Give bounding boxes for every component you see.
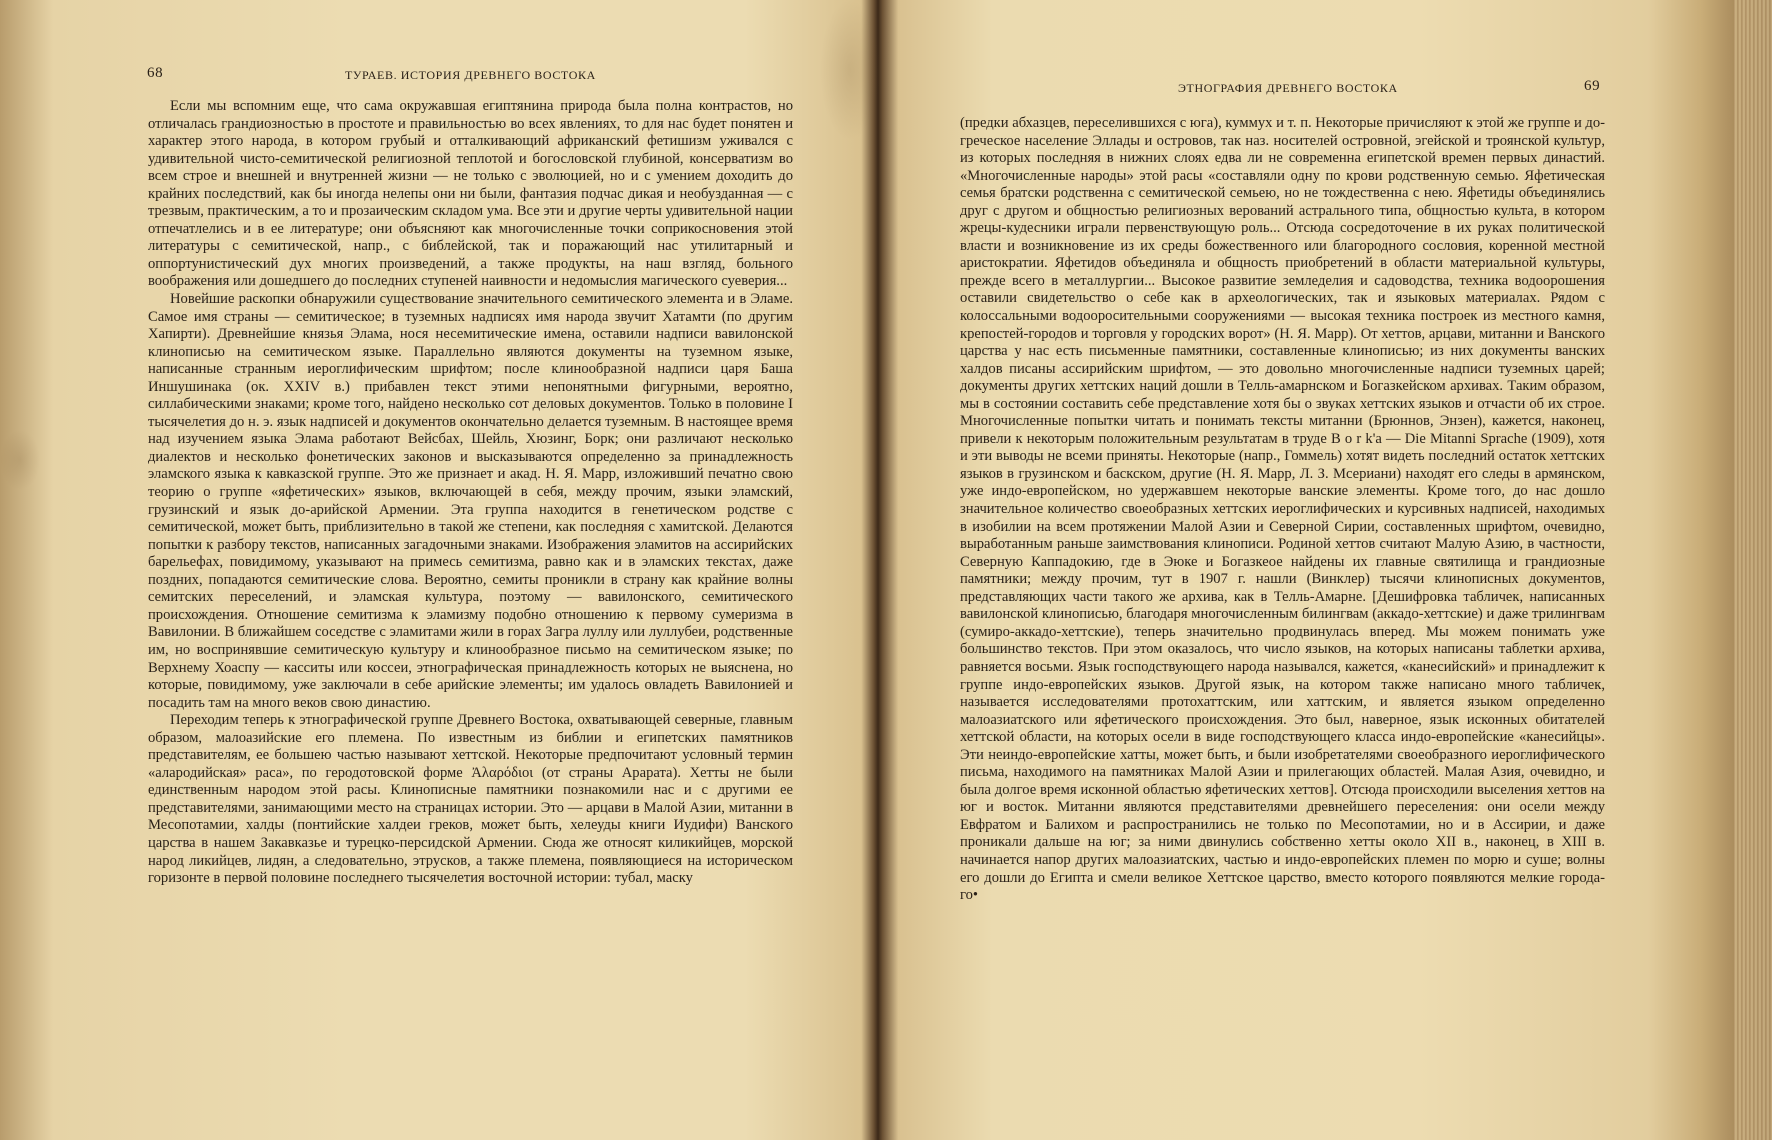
left-paragraph-3: Переходим теперь к этнографической группе Древнего Востока, охватывающей северные, главным образом, малоазийские его племена. По известным из библии и египетских памятников представителям, ее большею частью называют хеттской. Некоторые предпочитают условный термин «алародийская» раса», по геродотовской форме Ἀλαρόδιοι (от страны Арарата). Хетты не были единственным народом этой расы. Клинописные памятники познакомили нас и с другими ее представителями, занимающими место на страницах истории. Это — арцави в Малой Азии, митанни в Месопотамии, халды (понтийские халдеи греков, может быть, хелеуды книги Иудифи) Ванского царства в нашем Закавказье и турецко-персидской Армении. Сюда же относят киликийцев, морской народ ликийцев, лидян, а следовательно, этрусков, а также племена, появляющиеся на историческом горизонте в первой половине последнего тысячелетия восточной истории: тубал, маску (148, 712, 793, 887)
left-running-title: ТУРАЕВ. ИСТОРИЯ ДРЕВНЕГО ВОСТОКА (345, 68, 596, 82)
right-page-number: 69 (1584, 78, 1601, 94)
left-page (0, 0, 866, 1140)
right-paragraph-1: (предки абхазцев, переселившихся с юга), куммух и т. п. Некоторые причисляют к этой же группе и до-греческое население Эллады и островов, так наз. носителей островной, эгейской и троянской культур, из которых последняя в нижних слоях едва ли не современна египетской времен первых династий. «Многочисленные народы» этой расы «составляли одну по крови родственную семью. Яфетическая семья братски родственна с семитической семьею, но не тождественна с нею. Яфетиды объединялись друг с другом и общностью религиозных верований астрального типа, общностью культа, в котором жрецы-кудесники играли первенствующую роль... Отсюда сосредоточение в их руках политической власти и возникновение из их среды божественного или благородного сословия, коренной местной аристократии. Яфетидов объединяла и общность приобретений в области материальной культуры, прежде всего в металлургии... Высокое развитие земледелия и садоводства, техника водоорошения оставили свидетельство о себе как в археологических, так и языковых материалах. Рядом с колоссальными водооросительными сооружениями — высокая техника построек из местного камня, крепостей-городов и торговля у городских ворот» (Н. Я. Марр). От хеттов, арцави, митанни и Ванского царства у нас есть письменные памятники, составленные клинописью; из них документы ванских халдов писаны ассирийским шрифтом, — это довольно многочисленные надписи туземных царей; документы других хеттских наций дошли в Телль-амарнском и Богазкейском архивах. Таким образом, мы в состоянии составить себе представление хотя бы о звуках хеттских языков и отчасти об их строе. Многочисленные попытки читать и понимать тексты митанни (Брюннов, Энзен), кажется, наконец, привели к некоторым положительным результатам в труде B o r k'a — Die Mitanni Sprache (1909), хотя и эти выводы не всеми приняты. Некоторые (напр., Гоммель) хотят видеть последний остаток хеттских языков в грузинском и баскском, другие (Н. Я. Марр, Л. З. Мсериани) находят его следы в армянском, уже индо-европейском, но удержавшем некоторые ванские элементы. Кроме того, до нас дошло значительное количество своеобразных хеттских иероглифических и курсивных надписей, находимых в изобилии на всем протяжении Малой Азии и Северной Сирии, составленных шрифтом, очевидно, выработанным раньше заимствования клинописи. Родиной хеттов считают Малую Азию, в частности, Северную Каппадокию, где в Эюке и Богазкеое найдены их главные святилища и грандиозные памятники; между прочим, тут в 1907 г. нашли (Винклер) тысячи клинописных документов, представляющих части такого же архива, как в Телль-Амарне. [Дешифровка табличек, написанных вавилонской клинописью, благодаря многочисленным билингвам (аккадо-хеттские) и даже трилингвам (сумиро-аккадо-хеттские), теперь значительно продвинулась вперед. Мы можем понимать уже большинство текстов. При этом оказалось, что число языков, на которых написаны таблетки архива, равняется восьми. Язык господствующего народа назывался, кажется, «канесийский» и принадлежит к группе индо-европейских языков. Другой язык, на котором также написано много табличек, называется исследователями протохаттским, или хаттским, и является языком определенно малоазиатского или яфетического происхождения. Это был, наверное, язык исконных обитателей хеттской области, на которых осели в виде господствующего класса индо-европейские «канесийцы». Эти неиндо-европейские хатты, может быть, и были изобретателями своеобразного иероглифического письма, находимого на памятниках Малой Азии и прилегающих областей. Малая Азия, очевидно, и была долгое время исконной областью яфетических хеттов]. Отсюда происходили выселения хеттов на юг и восток. Митанни являются представителями древнейшего переселения: они осели между Евфратом и Балихом и распространились не только по Месопотамии, но и в Ассирии, и даже проникали дальше на юг; за ними двинулись собственно хетты около XII в., наконец, в XIII в. начинается напор других малоазиатских, частью и индо-европейских племен по морю и суше; волны его дошли до Египта и смели великое Хеттское царство, вместо которого появляются мелкие города-го• (960, 115, 1605, 904)
right-body-text (960, 115, 1605, 905)
left-paragraph-1: Если мы вспомним еще, что сама окружавшая египтянина природа была полна контрастов, но отличалась грандиозностью в простоте и правильностью во всех явлениях, то для нас будет понятен и характер этого народа, в котором грубый и отталкивающий африканский фетишизм уживался с удивительной чисто-семитической религиозной теплотой и богословской глубиной, консерватизм во всем строе и внешней и внутренней жизни — не только с эволюцией, но и с умением доходить до крайних последствий, как бы иногда нелепы они ни были, фантазия подчас дикая и необузданная — с трезвым, практическим, а то и прозаическим складом ума. Все эти и другие черты удивительной нации отпечатлелись и в ее литературе; они объясняют как многочисленные точки соприкосновения этой литературы с семитической, напр., с библейской, так и поражающий нас утилитарный и оппортунистический дух многих произведений, а также продукты, на наш взгляд, больного воображения или дошедшего до последних ступеней наивности и недомыслия магического суеверия... (148, 98, 793, 290)
left-body-text (148, 98, 793, 888)
left-paragraph-2: Новейшие раскопки обнаружили существование значительного семитического элемента и в Эламе. Самое имя страны — семитическое; в туземных надписях имя народа звучит Хатамти (по другим Хапирти). Древнейшие князья Элама, нося несемитические имена, оставили надписи вавилонской клинописью на семитическом языке. Параллельно являются документы на туземном языке, написанные странным иероглифическим шрифтом; после клинообразной надписи царя Баша Иншушинака (ок. XXIV в.) прибавлен текст этими непонятными фигурными, вероятно, силлабическими знаками; кроме того, найдено несколько сот деловых документов. Только в половине I тысячелетия до н. э. язык надписей и документов окончательно делается туземным. В настоящее время над изучением языка Элама работают Вейсбах, Шейль, Хюзинг, Борк; они различают несколько диалектов и несколько фонетических законов и высказываются определенно за принадлежность эламского языка к кавказской группе. Это же признает и акад. Н. Я. Марр, изложивший печатно свою теорию о группе «яфетических» языков, включающей в себя, между прочим, языки эламский, грузинский и язык до-арийской Армении. Эта группа находится в генетическом родстве с семитической, может быть, приблизительно в такой же степени, как последняя с хамитской. Делаются попытки к разбору текстов, написанных загадочными знаками. Изображения эламитов на ассирийских барельефах, повидимому, указывают на примесь семитизма, равно как и в эламских текстах, даже поздних, попадаются семитические слова. Вероятно, семиты проникли в страну как крайние волны семитских переселений, и эламская культура, поэтому — вавилонского, семитического происхождения. Отношение семитизма к эламизму подобно отношению к первому сумеризма в Вавилонии. В ближайшем соседстве с эламитами жили в горах Загра луллу или луллубеи, родственные им, но воспринявшие семитическую культуру и клинообразное письмо на семитическом языке; по Верхнему Хоаспу — касситы или коссеи, этнографическая принадлежность которых не выяснена, но которые, повидимому, уже заключали в себе арийские элементы; им удалось овладеть Вавилонией и посадить там на много веков свою династию. (148, 291, 793, 711)
right-running-title: ЭТНОГРАФИЯ ДРЕВНЕГО ВОСТОКА (1178, 81, 1398, 95)
right-page (878, 0, 1740, 1140)
left-page-number: 68 (147, 65, 164, 81)
page-fore-edge (1734, 0, 1772, 1140)
